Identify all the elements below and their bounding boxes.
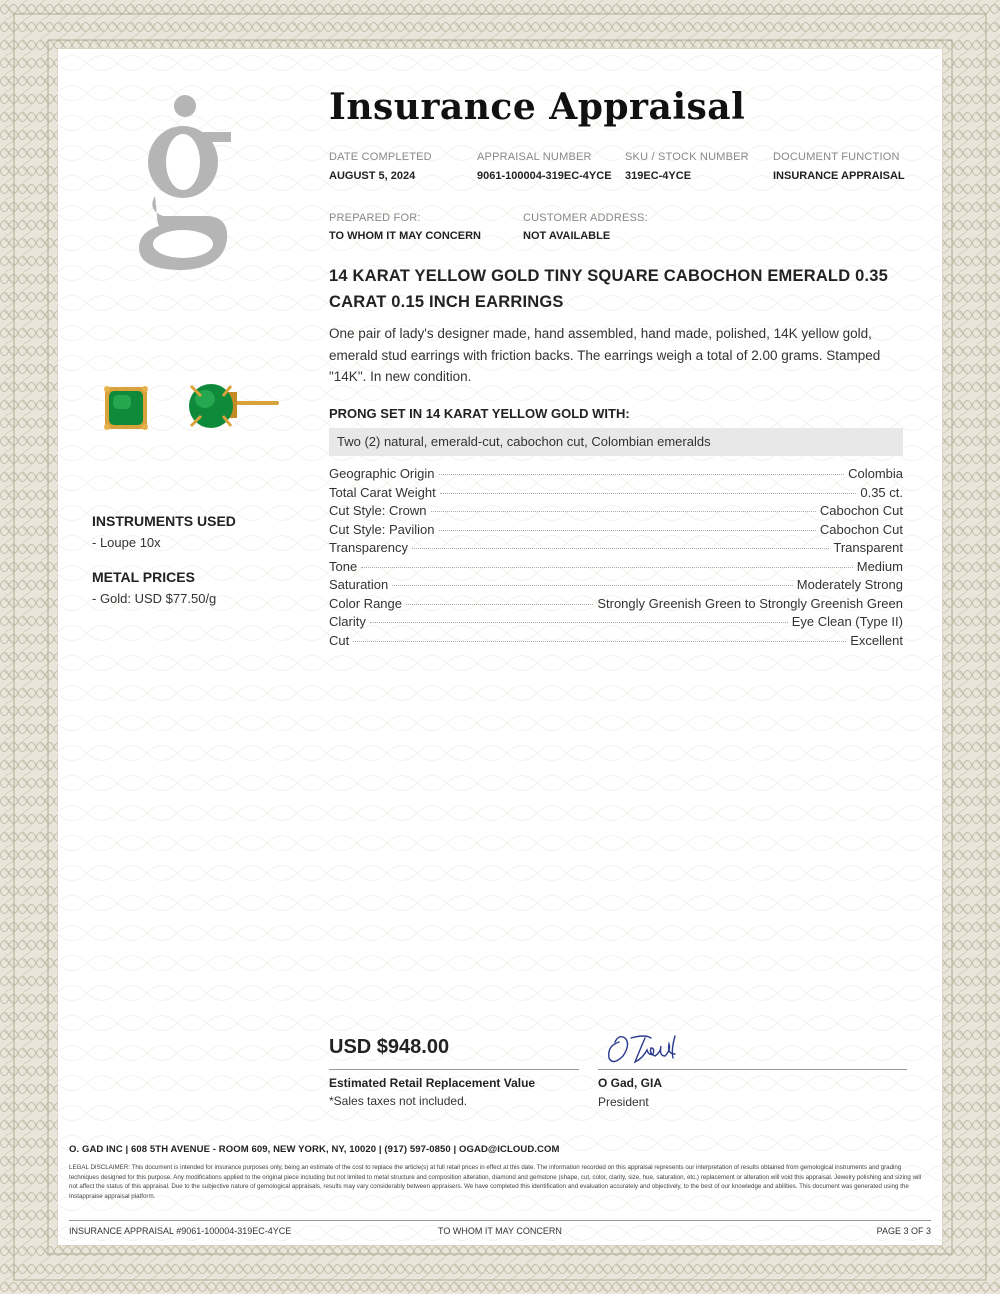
spec-value: Excellent [850, 632, 903, 648]
document-function-label: DOCUMENT FUNCTION [773, 151, 900, 163]
footer-divider [69, 1220, 931, 1221]
leader-dots [440, 493, 857, 494]
handwritten-signature [605, 1032, 695, 1068]
stones-summary: Two (2) natural, emerald-cut, cabochon cut, Colombian emeralds [329, 428, 903, 456]
appraisal-number-label: APPRAISAL NUMBER [477, 151, 592, 163]
spec-value: Colombia [848, 466, 903, 481]
leader-dots [361, 567, 853, 568]
leader-dots [439, 474, 845, 475]
prepared-for-label: PREPARED FOR: [329, 212, 421, 224]
spec-value: Cabochon Cut [819, 503, 903, 518]
date-value: AUGUST 5, 2024 [329, 170, 416, 182]
sku-value: 319EC-4YCE [625, 170, 692, 182]
footer-appraisal-number: INSURANCE APPRAISAL #9061-100004-319EC-4YCE [69, 1226, 292, 1236]
metal-prices-title: METAL PRICES [92, 569, 195, 585]
earring-side-image [187, 380, 279, 436]
leader-dots [406, 604, 593, 605]
leader-dots [431, 511, 816, 512]
spec-value: Moderately Strong [796, 577, 903, 592]
prepared-for-value: TO WHOM IT MAY CONCERN [329, 230, 481, 242]
spec-value: Eye Clean (Type II) [791, 614, 903, 629]
document-function-value: INSURANCE APPRAISAL [773, 170, 905, 182]
earring-front-image [101, 383, 151, 433]
spec-row [329, 540, 903, 559]
spec-row [329, 577, 903, 596]
appraiser-name: O Gad, GIA [598, 1076, 663, 1090]
sku-label: SKU / STOCK NUMBER [625, 151, 749, 163]
spec-row [329, 522, 903, 541]
leader-dots [370, 622, 788, 623]
instruments-value: - Loupe 10x [92, 535, 161, 550]
spec-value: Transparent [833, 540, 903, 555]
appraiser-title: President [598, 1095, 649, 1109]
item-title: 14 KARAT YELLOW GOLD TINY SQUARE CABOCHON EMERALD 0.35 CARAT 0.15 INCH EARRINGS [329, 267, 889, 311]
certificate-sheet [57, 48, 943, 1246]
metal-prices-value: - Gold: USD $77.50/g [92, 591, 217, 606]
spec-row [329, 596, 903, 615]
date-label: DATE COMPLETED [329, 151, 432, 163]
spec-label: Cut Style: Crown [329, 503, 427, 518]
prong-setting-header: PRONG SET IN 14 KARAT YELLOW GOLD WITH: [329, 406, 630, 421]
appraisal-number-value: 9061-100004-319EC-4YCE [477, 170, 612, 182]
spec-label: Color Range [329, 595, 402, 611]
spec-row [329, 485, 903, 504]
spec-label: Saturation [329, 577, 389, 592]
item-description: One pair of lady's designer made, hand assembled, hand made, polished, 14K yellow gold, emerald stud earrings with friction backs. The earrings weigh a total of 2.00 grams. Stamped "14K". In new condition. [329, 326, 881, 384]
leader-dots [392, 585, 793, 586]
replacement-value-label: Estimated Retail Replacement Value [329, 1076, 536, 1090]
leader-dots [353, 641, 846, 642]
customer-address-label: CUSTOMER ADDRESS: [523, 212, 648, 224]
sales-tax-note: *Sales taxes not included. [329, 1094, 468, 1108]
spec-label: Cut [329, 632, 350, 648]
spec-row [329, 466, 903, 485]
spec-label: Tone [329, 558, 358, 574]
leader-dots [439, 530, 816, 531]
spec-value: Medium [856, 558, 903, 574]
spec-label: Cut Style: Pavilion [329, 521, 435, 537]
page-number: PAGE 3 OF 3 [876, 1226, 931, 1236]
replacement-value-amount: USD $948.00 [329, 1036, 450, 1058]
gemstone-spec-list [329, 466, 903, 651]
spec-value: 0.35 ct. [860, 484, 903, 500]
spec-value: Strongly Greenish Green to Strongly Greenish Green [597, 595, 903, 611]
page-title: Insurance Appraisal [329, 86, 746, 128]
spec-value: Cabochon Cut [819, 521, 903, 537]
footer-recipient: TO WHOM IT MAY CONCERN [438, 1226, 562, 1236]
spec-label: Geographic Origin [329, 466, 435, 481]
legal-disclaimer: LEGAL DISCLAIMER: This document is intended for insurance purposes only, being an estimate of the cost to replace the article(s) at full retail prices in effect at this date. The information recorded on this appraisal represents our interpretation of results obtained from gemological instruments and grading techniques designed for this purpose. Any modifications applied to the original piece including but not limited to metal structure and composition alteration, diamond and gemstone (shape, cut, color, clarity, size, hue, saturation, etc.) replacement or alteration will void this appraisal. Jewelry polishing and sizing will not affect the status of this appraisal. Due to the subjective nature of gemological appraisals, results may vary considerably between appraisers. We have completed this identification and evaluation accurately and objectively, to the best of our knowledge and abilities. This document was generated using the Instappraise appraisal platform. [69, 1164, 922, 1200]
company-address: O. GAD INC | 608 5TH AVENUE - ROOM 609, NEW YORK, NY, 10020 | (917) 597-0850 | OGAD@ICLOUD.COM [69, 1144, 560, 1155]
spec-row [329, 614, 903, 633]
price-divider [329, 1069, 579, 1070]
g-monogram-logo [133, 92, 233, 274]
spec-row [329, 633, 903, 652]
spec-row [329, 559, 903, 578]
spec-label: Total Carat Weight [329, 484, 436, 500]
spec-label: Transparency [329, 540, 408, 555]
leader-dots [412, 548, 829, 549]
spec-label: Clarity [329, 614, 366, 629]
instruments-title: INSTRUMENTS USED [92, 513, 236, 529]
signature-divider [598, 1069, 907, 1070]
customer-address-value: NOT AVAILABLE [523, 230, 611, 242]
spec-row [329, 503, 903, 522]
